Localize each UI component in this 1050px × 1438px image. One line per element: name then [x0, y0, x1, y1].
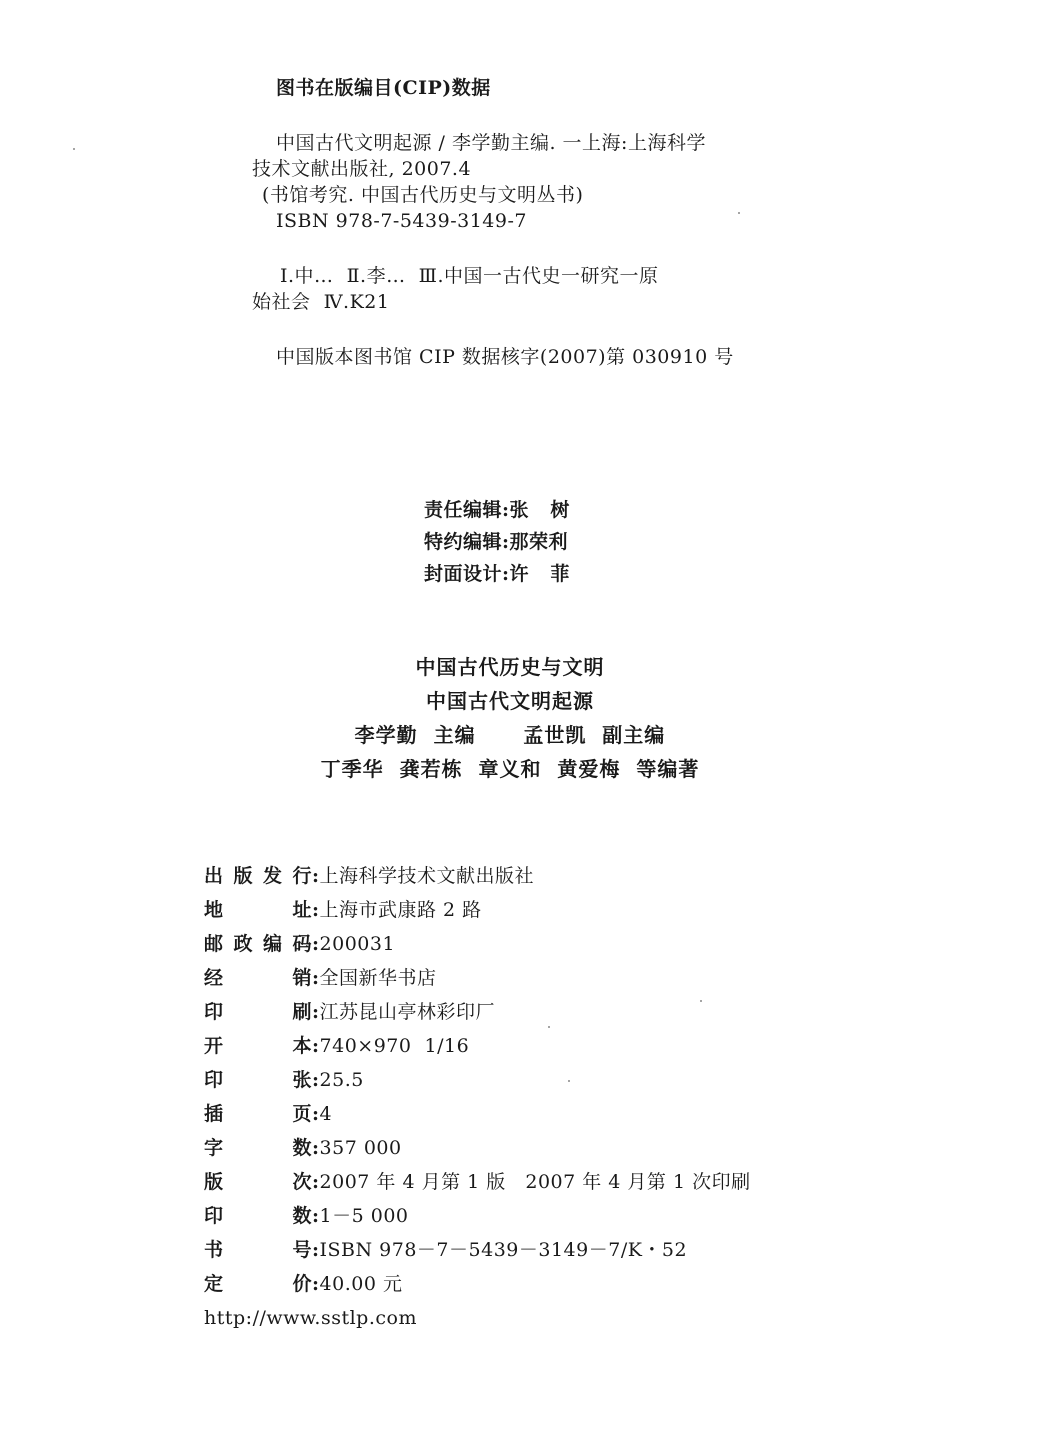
imprint-row-format: 开本:740×970 1/16 [204, 1035, 470, 1057]
imprint-value: 740×970 1/16 [319, 1035, 470, 1057]
imprint-label: 开本 [204, 1035, 312, 1057]
imprint-value: ISBN 978－7－5439－3149－7/K・52 [319, 1239, 688, 1261]
imprint-value: 1－5 000 [319, 1205, 409, 1227]
cip-heading: 图书在版编目(CIP)数据 [276, 77, 491, 99]
cover-designer: 封面设计:许 菲 [424, 563, 570, 585]
publisher-website: http://www.sstlp.com [204, 1307, 417, 1329]
imprint-label: 出版发行 [204, 865, 312, 887]
imprint-value: 2007 年 4 月第 1 版 2007 年 4 月第 1 次印刷 [319, 1171, 751, 1193]
imprint-value: 40.00 元 [319, 1273, 403, 1295]
imprint-value: 200031 [319, 933, 396, 955]
scan-speck [738, 212, 740, 214]
imprint-label: 经销 [204, 967, 312, 989]
scan-speck [568, 1080, 570, 1082]
imprint-row-inserts: 插页:4 [204, 1103, 333, 1125]
cip-subject-line-1: Ⅰ.中… Ⅱ.李… Ⅲ.中国一古代史一研究一原 [280, 265, 659, 287]
scan-speck [700, 1000, 702, 1002]
cip-verification: 中国版本图书馆 CIP 数据核字(2007)第 030910 号 [276, 346, 734, 368]
imprint-row-address: 地址:上海市武康路 2 路 [204, 899, 482, 921]
imprint-label: 印数 [204, 1205, 312, 1227]
cip-subject-line-2: 始社会 Ⅳ.K21 [252, 291, 390, 313]
cip-entry-line-2: 技术文献出版社, 2007.4 [252, 158, 472, 180]
imprint-row-print-run: 印数:1－5 000 [204, 1205, 409, 1227]
authors-line: 丁季华 龚若栋 章义和 黄爱梅 等编著 [320, 757, 700, 781]
imprint-label: 字数 [204, 1137, 312, 1159]
imprint-row-sheets: 印张:25.5 [204, 1069, 364, 1091]
imprint-row-publisher: 出版发行:上海科学技术文献出版社 [204, 865, 535, 887]
cip-entry-line-1: 中国古代文明起源 / 李学勤主编. 一上海:上海科学 [276, 132, 706, 154]
scan-speck [548, 1026, 550, 1028]
imprint-row-printer: 印刷:江苏昆山亭林彩印厂 [204, 1001, 496, 1023]
imprint-value: 江苏昆山亭林彩印厂 [319, 1001, 496, 1023]
imprint-label: 插页 [204, 1103, 312, 1125]
scan-speck [73, 148, 75, 150]
imprint-value: 全国新华书店 [319, 967, 437, 989]
cip-entry-line-4: ISBN 978-7-5439-3149-7 [276, 210, 527, 232]
imprint-label: 版次 [204, 1171, 312, 1193]
imprint-row-postcode: 邮政编码:200031 [204, 933, 396, 955]
imprint-value: 4 [319, 1103, 333, 1125]
imprint-value: 25.5 [319, 1069, 364, 1091]
imprint-value: 357 000 [319, 1137, 402, 1159]
imprint-label: 定价 [204, 1273, 312, 1295]
imprint-row-isbn: 书号:ISBN 978－7－5439－3149－7/K・52 [204, 1239, 688, 1261]
editors-line: 李学勤 主编 孟世凯 副主编 [354, 723, 666, 747]
imprint-value: 上海市武康路 2 路 [319, 899, 482, 921]
series-title: 中国古代历史与文明 [415, 655, 605, 679]
imprint-label: 书号 [204, 1239, 312, 1261]
cip-entry-line-3: (书馆考究. 中国古代历史与文明丛书) [262, 184, 584, 206]
book-title: 中国古代文明起源 [426, 689, 594, 713]
responsible-editor: 责任编辑:张 树 [424, 499, 570, 521]
imprint-label: 印张 [204, 1069, 312, 1091]
imprint-row-word-count: 字数:357 000 [204, 1137, 402, 1159]
imprint-value: 上海科学技术文献出版社 [319, 865, 535, 887]
imprint-row-edition: 版次:2007 年 4 月第 1 版 2007 年 4 月第 1 次印刷 [204, 1171, 751, 1193]
imprint-label: 印刷 [204, 1001, 312, 1023]
imprint-row-distributor: 经销:全国新华书店 [204, 967, 437, 989]
imprint-row-price: 定价:40.00 元 [204, 1273, 403, 1295]
imprint-label: 邮政编码 [204, 933, 312, 955]
imprint-label: 地址 [204, 899, 312, 921]
contributing-editor: 特约编辑:那荣利 [424, 531, 569, 553]
